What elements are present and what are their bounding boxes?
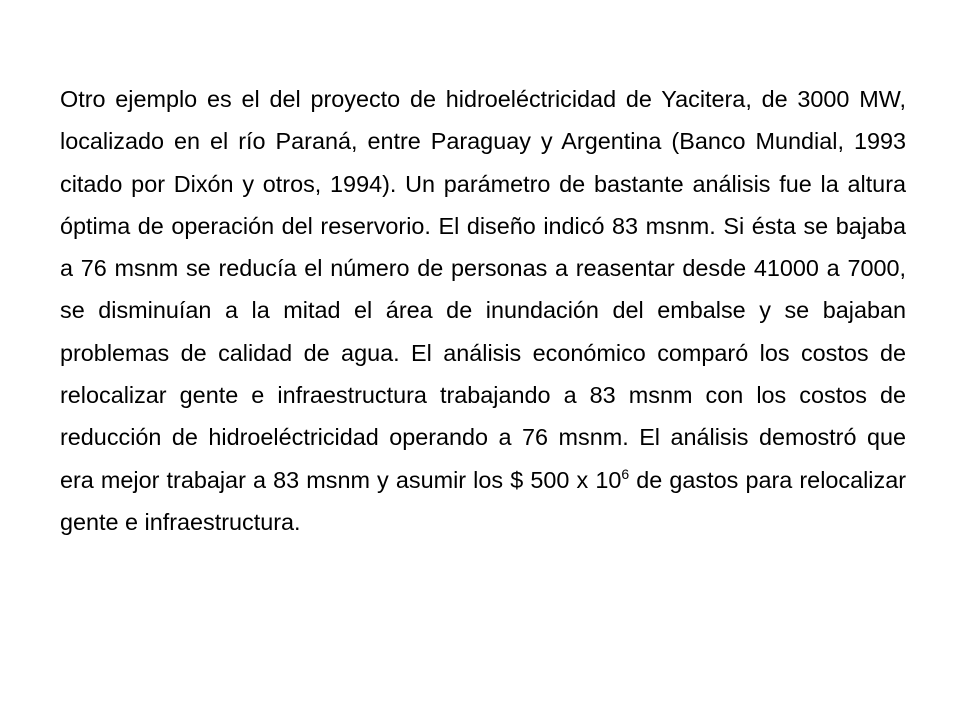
- paragraph-text-before: Otro ejemplo es el del proyecto de hidroeléctricidad de Yacitera, de 3000 MW, localizado en el río Paraná, entre Paraguay y Argentina (Banco Mundial, 1993 citado por Dixón y otros, 1994). Un parámetro de bastante análisis fue la altura óptima de operación del reservorio. El diseño indicó 83 msnm. Si ésta se bajaba a 76 msnm se reducía el número de personas a reasentar desde 41000 a 7000, se disminuían a la mitad el área de inundación del embalse y se bajaban problemas de calidad de agua. El análisis económico comparó los costos de relocalizar gente e infraestructura trabajando a 83 msnm con los costos de reducción de hidroeléctricidad operando a 76 msnm. El análisis demostró que era mejor trabajar a 83 msnm y asumir los $ 500 x 10: [60, 86, 906, 493]
- paragraph-text-after: de gastos para relocalizar gente e infraestructura.: [60, 466, 906, 535]
- exponent-superscript: 6: [621, 465, 630, 482]
- body-paragraph: [60, 78, 906, 543]
